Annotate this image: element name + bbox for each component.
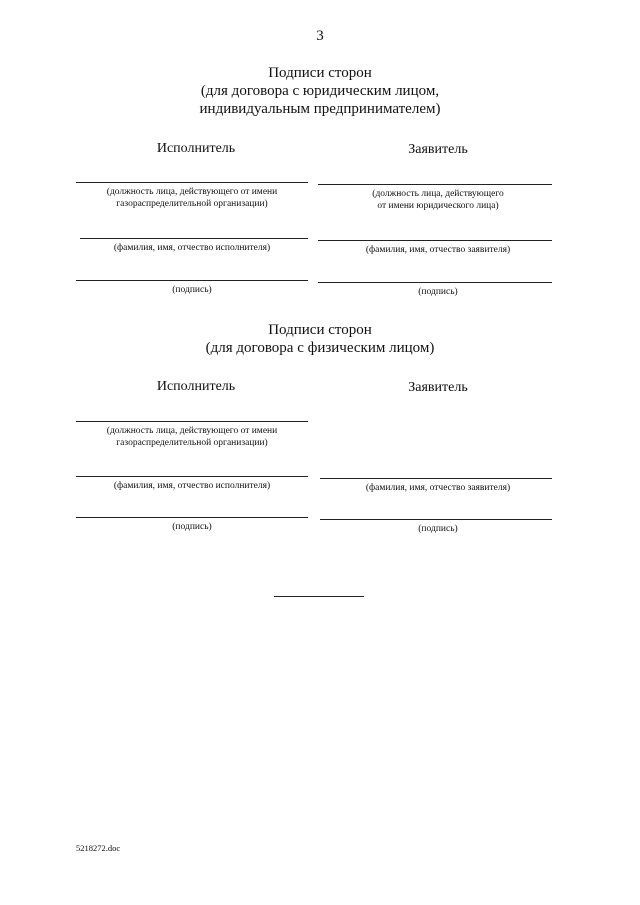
- section2-executor-signature-line[interactable]: [76, 517, 308, 518]
- section1-applicant-title: Заявитель: [408, 142, 468, 157]
- caption-line: газораспределительной организации): [116, 199, 268, 209]
- section1-applicant-position-line[interactable]: [318, 184, 552, 185]
- section1-heading-line2: (для договора с юридическим лицом,: [200, 83, 440, 99]
- section1-executor-signature-line[interactable]: [76, 280, 308, 281]
- section2-applicant-name-caption: (фамилия, имя, отчество заявителя): [365, 483, 511, 493]
- section2-executor-name-caption: (фамилия, имя, отчество исполнителя): [113, 481, 271, 491]
- section1-applicant-signature-caption: (подпись): [418, 287, 458, 297]
- caption-line: газораспределительной организации): [116, 438, 268, 448]
- section2-heading: [120, 321, 520, 357]
- caption-line: от имени юридического лица): [377, 201, 499, 211]
- caption-line: (должность лица, действующего от имени: [106, 426, 278, 436]
- section1-applicant-name-line[interactable]: [318, 240, 552, 241]
- section1-heading-line3: индивидуальным предпринимателем): [199, 101, 441, 117]
- section2-executor-position-caption: [72, 425, 312, 449]
- section2-applicant-signature-caption: (подпись): [418, 524, 458, 534]
- section1-executor-name-caption: (фамилия, имя, отчество исполнителя): [113, 243, 271, 253]
- section1-executor-name-line[interactable]: [80, 238, 308, 239]
- section1-executor-title: Исполнитель: [156, 141, 236, 156]
- section1-executor-position-line[interactable]: [76, 182, 308, 183]
- section2-executor-position-line[interactable]: [76, 421, 308, 422]
- section2-executor-signature-caption: (подпись): [172, 522, 212, 532]
- section1-applicant-position-caption: [318, 188, 558, 212]
- caption-line: (должность лица, действующего: [372, 189, 504, 199]
- section1-heading-line1: Подписи сторон: [268, 65, 372, 81]
- section2-applicant-title: Заявитель: [408, 380, 468, 395]
- section1-applicant-signature-line[interactable]: [318, 282, 552, 283]
- document-id: 5218272.doc: [76, 843, 121, 853]
- section1-executor-signature-caption: (подпись): [172, 285, 212, 295]
- section2-applicant-signature-line[interactable]: [320, 519, 552, 520]
- section2-executor-title: Исполнитель: [156, 379, 236, 394]
- section2-executor-name-line[interactable]: [76, 476, 308, 477]
- section1-heading: [120, 64, 520, 118]
- closing-divider: [274, 596, 364, 597]
- section1-executor-position-caption: [72, 186, 312, 210]
- page-number: 3: [316, 28, 324, 44]
- section2-heading-line2: (для договора с физическим лицом): [205, 340, 435, 356]
- section1-applicant-name-caption: (фамилия, имя, отчество заявителя): [365, 245, 511, 255]
- caption-line: (должность лица, действующего от имени: [106, 187, 278, 197]
- section2-heading-line1: Подписи сторон: [268, 322, 372, 338]
- section2-applicant-name-line[interactable]: [320, 478, 552, 479]
